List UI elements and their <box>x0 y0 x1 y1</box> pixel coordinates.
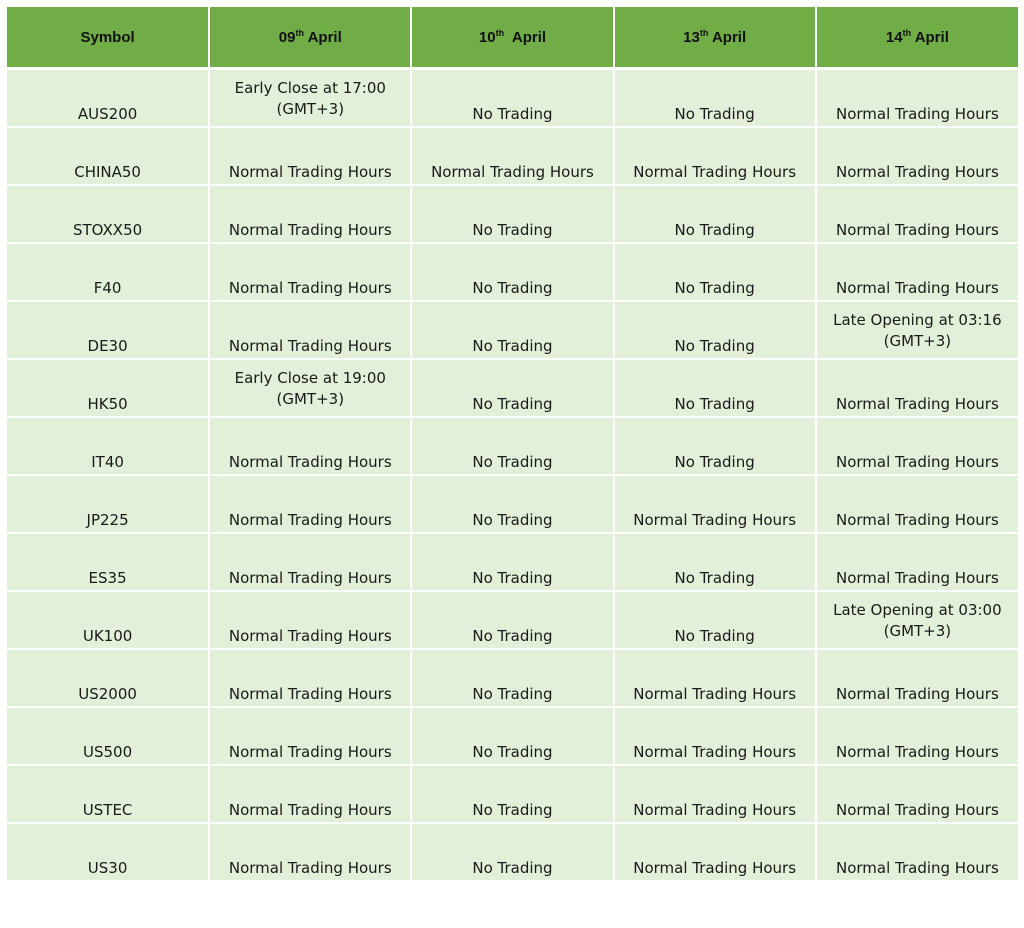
schedule-cell <box>411 359 613 417</box>
schedule-cell <box>816 591 1018 649</box>
cell-text: Normal Trading Hours <box>835 394 999 413</box>
cell-text: No Trading <box>472 452 553 471</box>
schedule-cell <box>411 243 613 301</box>
schedule-cell <box>614 185 816 243</box>
schedule-cell <box>614 533 816 591</box>
table-header <box>7 7 1018 69</box>
symbol-text: HK50 <box>87 394 128 413</box>
table-row <box>7 475 1018 533</box>
symbol-cell <box>7 69 209 127</box>
header-date-2-month: April <box>504 28 547 46</box>
cell-text: No Trading <box>472 220 553 239</box>
header-date-3-day: 13 <box>683 28 700 46</box>
symbol-text: F40 <box>93 278 122 297</box>
header-date-2-suffix: th <box>495 27 505 38</box>
table-row <box>7 707 1018 765</box>
cell-text: No Trading <box>674 626 755 645</box>
cell-text: No Trading <box>472 742 553 761</box>
schedule-cell <box>614 649 816 707</box>
cell-text: Normal Trading Hours <box>835 452 999 471</box>
symbol-cell <box>7 533 209 591</box>
schedule-cell <box>411 823 613 881</box>
cell-text: Normal Trading Hours <box>228 336 392 355</box>
header-date-3-month: April <box>708 28 747 46</box>
schedule-cell <box>614 823 816 881</box>
cell-text-line: (GMT+3) <box>276 389 345 408</box>
header-date-1-suffix: th <box>295 27 304 38</box>
schedule-cell <box>209 301 411 359</box>
symbol-text: US30 <box>87 858 128 877</box>
symbol-text: US500 <box>83 742 133 761</box>
schedule-cell <box>614 301 816 359</box>
cell-text: No Trading <box>472 684 553 703</box>
symbol-cell <box>7 475 209 533</box>
schedule-cell <box>816 301 1018 359</box>
cell-text: Normal Trading Hours <box>228 568 392 587</box>
cell-text: No Trading <box>674 336 755 355</box>
schedule-cell <box>411 185 613 243</box>
cell-text: Normal Trading Hours <box>228 452 392 471</box>
schedule-cell <box>209 243 411 301</box>
schedule-cell <box>209 649 411 707</box>
cell-text: Normal Trading Hours <box>835 510 999 529</box>
cell-text: No Trading <box>472 800 553 819</box>
schedule-cell <box>816 475 1018 533</box>
schedule-cell <box>816 823 1018 881</box>
symbol-text: JP225 <box>86 510 129 529</box>
schedule-cell <box>816 243 1018 301</box>
schedule-cell <box>411 417 613 475</box>
schedule-cell <box>411 475 613 533</box>
schedule-cell <box>209 591 411 649</box>
cell-text: No Trading <box>472 278 553 297</box>
cell-text: Normal Trading Hours <box>633 742 797 761</box>
header-date-1-month: April <box>303 28 342 46</box>
symbol-text: ES35 <box>88 568 127 587</box>
cell-text: Normal Trading Hours <box>835 568 999 587</box>
schedule-cell <box>816 185 1018 243</box>
header-row <box>7 7 1018 69</box>
table-row <box>7 185 1018 243</box>
schedule-cell <box>614 243 816 301</box>
cell-text: No Trading <box>472 858 553 877</box>
schedule-cell <box>816 533 1018 591</box>
symbol-text: IT40 <box>91 452 124 471</box>
schedule-cell <box>816 649 1018 707</box>
cell-text: Normal Trading Hours <box>633 510 797 529</box>
trading-hours-table-container <box>7 7 1018 882</box>
symbol-text: AUS200 <box>77 104 138 123</box>
symbol-cell <box>7 359 209 417</box>
cell-text: Normal Trading Hours <box>835 800 999 819</box>
schedule-cell <box>209 707 411 765</box>
cell-text: No Trading <box>674 220 755 239</box>
cell-text: Normal Trading Hours <box>835 162 999 181</box>
trading-hours-table <box>7 7 1018 882</box>
header-date-3-suffix: th <box>699 27 709 38</box>
schedule-cell <box>614 417 816 475</box>
schedule-cell <box>209 533 411 591</box>
cell-text-line: (GMT+3) <box>883 331 952 350</box>
cell-text-line: Late Opening at 03:00 <box>833 600 1002 619</box>
schedule-cell <box>614 765 816 823</box>
table-row <box>7 243 1018 301</box>
table-row <box>7 765 1018 823</box>
symbol-text: UK100 <box>82 626 133 645</box>
table-row <box>7 359 1018 417</box>
symbol-cell <box>7 417 209 475</box>
cell-text-line: Early Close at 19:00 <box>234 368 386 387</box>
schedule-cell <box>816 765 1018 823</box>
schedule-cell <box>411 707 613 765</box>
table-body <box>7 69 1018 881</box>
cell-text: Normal Trading Hours <box>835 104 999 123</box>
schedule-cell <box>614 69 816 127</box>
cell-text: Normal Trading Hours <box>228 510 392 529</box>
cell-text: Normal Trading Hours <box>835 858 999 877</box>
symbol-text: US2000 <box>78 684 137 703</box>
cell-text: No Trading <box>472 336 553 355</box>
schedule-cell <box>816 417 1018 475</box>
cell-text: Normal Trading Hours <box>633 858 797 877</box>
symbol-cell <box>7 127 209 185</box>
cell-text: Normal Trading Hours <box>633 800 797 819</box>
cell-text-line: Late Opening at 03:16 <box>833 310 1002 329</box>
cell-text: No Trading <box>472 394 553 413</box>
cell-text: Normal Trading Hours <box>431 162 594 181</box>
header-date-1 <box>209 7 411 69</box>
table-row <box>7 69 1018 127</box>
schedule-cell <box>209 823 411 881</box>
cell-text: No Trading <box>472 104 553 123</box>
header-date-4 <box>816 7 1018 69</box>
table-row <box>7 417 1018 475</box>
cell-text: Normal Trading Hours <box>228 684 392 703</box>
cell-text: No Trading <box>472 510 553 529</box>
header-date-3 <box>614 7 816 69</box>
schedule-cell <box>411 301 613 359</box>
schedule-cell <box>209 185 411 243</box>
symbol-cell <box>7 591 209 649</box>
header-date-1-day: 09 <box>278 28 296 46</box>
schedule-cell <box>411 127 613 185</box>
table-row <box>7 649 1018 707</box>
schedule-cell <box>209 69 411 127</box>
cell-text: Normal Trading Hours <box>835 278 999 297</box>
header-date-4-month: April <box>911 28 949 46</box>
symbol-cell <box>7 707 209 765</box>
schedule-cell <box>209 417 411 475</box>
symbol-cell <box>7 649 209 707</box>
header-date-4-suffix: th <box>902 27 912 38</box>
symbol-cell <box>7 243 209 301</box>
schedule-cell <box>614 707 816 765</box>
cell-text: Normal Trading Hours <box>228 162 392 181</box>
symbol-cell <box>7 823 209 881</box>
schedule-cell <box>209 127 411 185</box>
symbol-cell <box>7 765 209 823</box>
header-date-2-day: 10 <box>478 28 496 46</box>
schedule-cell <box>816 127 1018 185</box>
cell-text: Normal Trading Hours <box>633 162 797 181</box>
cell-text: Normal Trading Hours <box>835 684 999 703</box>
table-row <box>7 301 1018 359</box>
cell-text: Normal Trading Hours <box>228 278 392 297</box>
schedule-cell <box>816 359 1018 417</box>
cell-text: No Trading <box>472 626 553 645</box>
cell-text: Normal Trading Hours <box>228 858 392 877</box>
cell-text: Normal Trading Hours <box>228 800 392 819</box>
schedule-cell <box>411 591 613 649</box>
schedule-cell <box>816 69 1018 127</box>
cell-text: No Trading <box>472 568 553 587</box>
symbol-text: CHINA50 <box>74 162 141 181</box>
schedule-cell <box>411 533 613 591</box>
schedule-cell <box>209 475 411 533</box>
table-row <box>7 127 1018 185</box>
table-row <box>7 823 1018 881</box>
header-symbol: Symbol <box>7 7 209 69</box>
cell-text-line: Early Close at 17:00 <box>234 79 386 97</box>
cell-text: Normal Trading Hours <box>835 742 999 761</box>
schedule-cell <box>816 707 1018 765</box>
schedule-cell <box>614 475 816 533</box>
schedule-cell <box>614 591 816 649</box>
header-date-2 <box>411 7 613 69</box>
schedule-cell <box>614 127 816 185</box>
symbol-cell <box>7 301 209 359</box>
symbol-text: DE30 <box>87 336 128 355</box>
cell-text: No Trading <box>674 278 755 297</box>
cell-text: Normal Trading Hours <box>228 742 392 761</box>
symbol-text: USTEC <box>82 800 133 819</box>
cell-text: Normal Trading Hours <box>835 220 999 239</box>
cell-text: No Trading <box>674 104 755 123</box>
schedule-cell <box>411 69 613 127</box>
schedule-cell <box>209 359 411 417</box>
symbol-cell <box>7 185 209 243</box>
cell-text-line: (GMT+3) <box>276 100 345 118</box>
cell-text: No Trading <box>674 394 755 413</box>
schedule-cell <box>209 765 411 823</box>
table-row <box>7 591 1018 649</box>
symbol-text: STOXX50 <box>73 220 143 239</box>
cell-text: Normal Trading Hours <box>228 220 392 239</box>
schedule-cell <box>614 359 816 417</box>
cell-text: Normal Trading Hours <box>633 684 797 703</box>
cell-text: Normal Trading Hours <box>228 626 392 645</box>
schedule-cell <box>411 765 613 823</box>
schedule-cell <box>411 649 613 707</box>
table-row <box>7 533 1018 591</box>
cell-text-line: (GMT+3) <box>883 621 952 640</box>
cell-text: No Trading <box>674 452 755 471</box>
cell-text: No Trading <box>674 568 755 587</box>
header-date-4-day: 14 <box>885 28 903 46</box>
